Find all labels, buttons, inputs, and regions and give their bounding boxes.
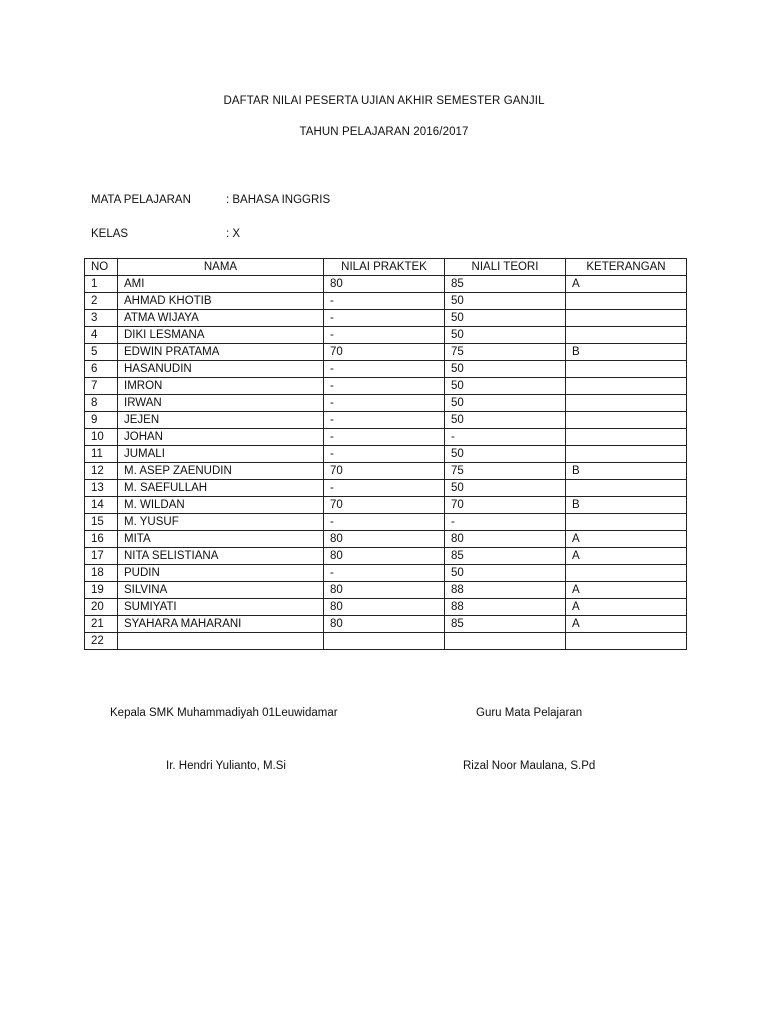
- cell-practice-score: 80: [324, 531, 445, 548]
- cell-remarks: [566, 327, 687, 344]
- cell-no: 18: [85, 565, 118, 582]
- cell-name: MITA: [118, 531, 324, 548]
- cell-remarks: [566, 514, 687, 531]
- cell-theory-score: 70: [445, 497, 566, 514]
- table-header-row: [85, 259, 687, 276]
- cell-theory-score: [445, 633, 566, 650]
- cell-practice-score: -: [324, 514, 445, 531]
- cell-remarks: [566, 395, 687, 412]
- cell-no: 5: [85, 344, 118, 361]
- cell-remarks: [566, 429, 687, 446]
- table-row: [85, 565, 687, 582]
- cell-name: M. YUSUF: [118, 514, 324, 531]
- cell-no: 20: [85, 599, 118, 616]
- table-row: [85, 327, 687, 344]
- table-row: [85, 276, 687, 293]
- cell-practice-score: -: [324, 429, 445, 446]
- cell-theory-score: 50: [445, 565, 566, 582]
- teacher-title: Guru Mata Pelajaran: [476, 707, 583, 719]
- cell-name: [118, 633, 324, 650]
- cell-practice-score: 70: [324, 497, 445, 514]
- table-row: [85, 616, 687, 633]
- cell-no: 10: [85, 429, 118, 446]
- cell-remarks: A: [566, 599, 687, 616]
- cell-theory-score: 50: [445, 446, 566, 463]
- cell-remarks: B: [566, 463, 687, 480]
- cell-name: DIKI LESMANA: [118, 327, 324, 344]
- cell-name: PUDIN: [118, 565, 324, 582]
- cell-no: 19: [85, 582, 118, 599]
- cell-practice-score: 80: [324, 548, 445, 565]
- cell-no: 15: [85, 514, 118, 531]
- cell-name: SUMIYATI: [118, 599, 324, 616]
- cell-theory-score: 85: [445, 616, 566, 633]
- cell-remarks: [566, 412, 687, 429]
- cell-practice-score: -: [324, 480, 445, 497]
- cell-theory-score: 75: [445, 463, 566, 480]
- table-row: [85, 310, 687, 327]
- cell-theory-score: 50: [445, 378, 566, 395]
- cell-practice-score: 80: [324, 582, 445, 599]
- cell-remarks: B: [566, 344, 687, 361]
- cell-practice-score: -: [324, 361, 445, 378]
- cell-remarks: A: [566, 616, 687, 633]
- grades-table-body: [85, 276, 687, 650]
- cell-remarks: A: [566, 582, 687, 599]
- class-label: KELAS: [91, 228, 129, 240]
- cell-no: 1: [85, 276, 118, 293]
- cell-name: EDWIN PRATAMA: [118, 344, 324, 361]
- cell-no: 16: [85, 531, 118, 548]
- cell-remarks: A: [566, 548, 687, 565]
- cell-theory-score: 50: [445, 480, 566, 497]
- cell-theory-score: 50: [445, 361, 566, 378]
- cell-no: 3: [85, 310, 118, 327]
- table-row: [85, 344, 687, 361]
- table-row: [85, 395, 687, 412]
- cell-practice-score: -: [324, 412, 445, 429]
- cell-remarks: [566, 310, 687, 327]
- cell-no: 9: [85, 412, 118, 429]
- cell-name: M. ASEP ZAENUDIN: [118, 463, 324, 480]
- table-row: [85, 429, 687, 446]
- cell-no: 2: [85, 293, 118, 310]
- cell-theory-score: -: [445, 429, 566, 446]
- table-row: [85, 361, 687, 378]
- cell-no: 6: [85, 361, 118, 378]
- cell-practice-score: 70: [324, 344, 445, 361]
- cell-theory-score: 50: [445, 327, 566, 344]
- cell-no: 11: [85, 446, 118, 463]
- cell-remarks: [566, 633, 687, 650]
- subject-label: MATA PELAJARAN: [91, 194, 191, 206]
- cell-name: JEJEN: [118, 412, 324, 429]
- principal-name: Ir. Hendri Yulianto, M.Si: [166, 760, 286, 772]
- cell-theory-score: 75: [445, 344, 566, 361]
- cell-no: 7: [85, 378, 118, 395]
- cell-remarks: [566, 480, 687, 497]
- cell-practice-score: 80: [324, 599, 445, 616]
- table-row: [85, 599, 687, 616]
- cell-no: 17: [85, 548, 118, 565]
- cell-name: M. SAEFULLAH: [118, 480, 324, 497]
- cell-no: 12: [85, 463, 118, 480]
- header-practice-score: NILAI PRAKTEK: [324, 259, 445, 276]
- cell-theory-score: 88: [445, 582, 566, 599]
- cell-no: 21: [85, 616, 118, 633]
- table-row: [85, 514, 687, 531]
- cell-practice-score: [324, 633, 445, 650]
- table-row: [85, 548, 687, 565]
- cell-name: JOHAN: [118, 429, 324, 446]
- table-row: [85, 582, 687, 599]
- cell-theory-score: 50: [445, 293, 566, 310]
- cell-name: JUMALI: [118, 446, 324, 463]
- cell-practice-score: -: [324, 565, 445, 582]
- table-row: [85, 531, 687, 548]
- cell-remarks: B: [566, 497, 687, 514]
- cell-no: 14: [85, 497, 118, 514]
- class-value: : X: [226, 228, 241, 240]
- grades-table: [84, 258, 687, 650]
- cell-remarks: [566, 378, 687, 395]
- cell-theory-score: 85: [445, 548, 566, 565]
- cell-practice-score: -: [324, 293, 445, 310]
- cell-remarks: A: [566, 276, 687, 293]
- table-row: [85, 633, 687, 650]
- cell-theory-score: 50: [445, 395, 566, 412]
- cell-name: NITA SELISTIANA: [118, 548, 324, 565]
- header-remarks: KETERANGAN: [566, 259, 687, 276]
- cell-no: 8: [85, 395, 118, 412]
- cell-remarks: [566, 565, 687, 582]
- table-row: [85, 446, 687, 463]
- header-no: NO: [85, 259, 118, 276]
- table-row: [85, 463, 687, 480]
- cell-no: 22: [85, 633, 118, 650]
- table-row: [85, 293, 687, 310]
- document-subtitle: TAHUN PELAJARAN 2016/2017: [299, 126, 469, 138]
- table-row: [85, 480, 687, 497]
- cell-name: M. WILDAN: [118, 497, 324, 514]
- teacher-name: Rizal Noor Maulana, S.Pd: [463, 760, 596, 772]
- cell-remarks: [566, 361, 687, 378]
- header-name: NAMA: [118, 259, 324, 276]
- cell-practice-score: -: [324, 310, 445, 327]
- table-row: [85, 412, 687, 429]
- cell-theory-score: 50: [445, 412, 566, 429]
- cell-practice-score: 80: [324, 276, 445, 293]
- cell-practice-score: -: [324, 395, 445, 412]
- cell-remarks: A: [566, 531, 687, 548]
- table-row: [85, 497, 687, 514]
- cell-practice-score: 70: [324, 463, 445, 480]
- cell-remarks: [566, 293, 687, 310]
- cell-name: HASANUDIN: [118, 361, 324, 378]
- cell-practice-score: -: [324, 327, 445, 344]
- cell-no: 4: [85, 327, 118, 344]
- cell-name: AMI: [118, 276, 324, 293]
- cell-practice-score: 80: [324, 616, 445, 633]
- cell-name: IMRON: [118, 378, 324, 395]
- header-theory-score: NIALI TEORI: [445, 259, 566, 276]
- cell-no: 13: [85, 480, 118, 497]
- cell-theory-score: 88: [445, 599, 566, 616]
- cell-theory-score: 85: [445, 276, 566, 293]
- cell-practice-score: -: [324, 378, 445, 395]
- subject-value: : BAHASA INGGRIS: [226, 194, 331, 206]
- cell-theory-score: 80: [445, 531, 566, 548]
- cell-theory-score: 50: [445, 310, 566, 327]
- cell-name: SYAHARA MAHARANI: [118, 616, 324, 633]
- table-row: [85, 378, 687, 395]
- cell-remarks: [566, 446, 687, 463]
- document-title: DAFTAR NILAI PESERTA UJIAN AKHIR SEMESTER GANJIL: [223, 95, 545, 107]
- cell-theory-score: -: [445, 514, 566, 531]
- cell-name: ATMA WIJAYA: [118, 310, 324, 327]
- cell-name: AHMAD KHOTIB: [118, 293, 324, 310]
- cell-name: IRWAN: [118, 395, 324, 412]
- cell-name: SILVINA: [118, 582, 324, 599]
- cell-practice-score: -: [324, 446, 445, 463]
- principal-title: Kepala SMK Muhammadiyah 01Leuwidamar: [110, 707, 338, 719]
